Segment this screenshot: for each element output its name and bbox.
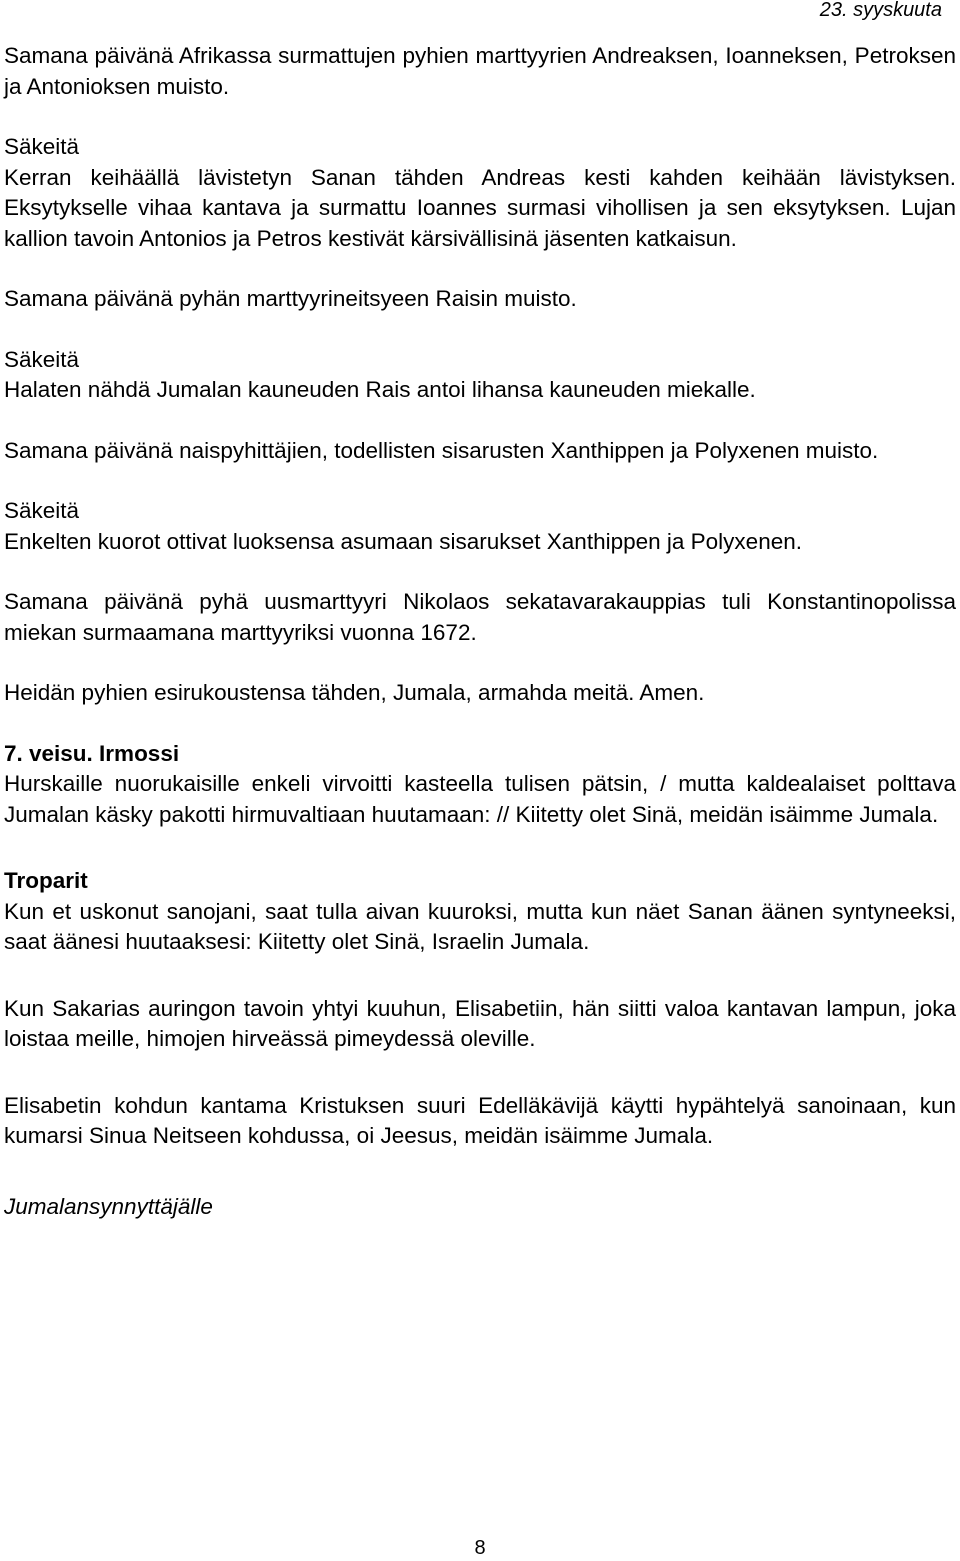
troparion-3: Elisabetin kohdun kantama Kristuksen suuri Edelläkävijä käytti hypähtelyä sanoinaan, kun kumarsi Sinua Neitseen kohdussa, oi Jeesus, meidän isäimme Jumala. [4, 1092, 956, 1148]
commemoration-africa-martyrs: Samana päivänä Afrikassa surmattujen pyhien marttyyrien Andreaksen, Ioanneksen, Petroksen ja Antonioksen muisto. [4, 43, 956, 99]
page-header-date: 23. syyskuuta [819, 0, 942, 21]
commemoration-xanthippe-polyxena: Samana päivänä naispyhittäjien, todellisten sisarusten Xanthippen ja Polyxenen muisto. [4, 437, 879, 463]
verses-text: Enkelten kuorot ottivat luoksensa asumaan sisarukset Xanthippen ja Polyxenen. [4, 528, 802, 554]
troparion-2: Kun Sakarias auringon tavoin yhtyi kuuhun, Elisabetiin, hän siitti valoa kantavan lampun, joka loistaa meille, himojen hirveässä pimeydessä oleville. [4, 995, 956, 1051]
verses-label: Säkeitä [4, 346, 80, 372]
irmos-text: Hurskaille nuorukaisille enkeli virvoitti kasteella tulisen pätsin, / mutta kaldealaiset polttava Jumalan käsky pakotti hirmuvaltiaan huutamaan: // Kiitetty olet Sinä, meidän isäimme Jumala. [4, 771, 956, 827]
ode-heading: 7. veisu. Irmossi [4, 740, 180, 766]
page-number: 8 [474, 1537, 486, 1559]
commemoration-nikolaos: Samana päivänä pyhä uusmarttyyri Nikolaos sekatavarakauppias tuli Konstantinopolissa miekan surmaamana marttyyriksi vuonna 1672. [4, 589, 956, 645]
commemoration-rais: Samana päivänä pyhän marttyyrineitsyeen Raisin muisto. [4, 286, 577, 311]
verses-text: Kerran keihäällä lävistetyn Sanan tähden Andreas kesti kahden keihään lävistyksen. Eksytykselle vihaa kantava ja surmattu Ioannes surmasi vihollisen ja sen eksytyksen. Lujan kallion tavoin Antonios ja Petros kestivät kärsivällisinä jäsenten katkaisun. [4, 164, 956, 251]
verses-label: Säkeitä [4, 134, 80, 159]
document-body [4, 41, 956, 1222]
troparia-heading: Troparit [4, 868, 88, 893]
theotokion-heading: Jumalansynnyttäjälle [4, 1193, 213, 1219]
verses-label: Säkeitä [4, 498, 80, 523]
intercession-prayer: Heidän pyhien esirukoustensa tähden, Jumala, armahda meitä. Amen. [4, 680, 705, 705]
troparion-1: Kun et uskonut sanojani, saat tulla aivan kuuroksi, mutta kun näet Sanan äänen syntyneeksi, saat äänesi huutaaksesi: Kiitetty olet Sinä, Israelin Jumala. [4, 898, 956, 954]
verses-text: Halaten nähdä Jumalan kauneuden Rais antoi lihansa kauneuden miekalle. [4, 377, 756, 402]
